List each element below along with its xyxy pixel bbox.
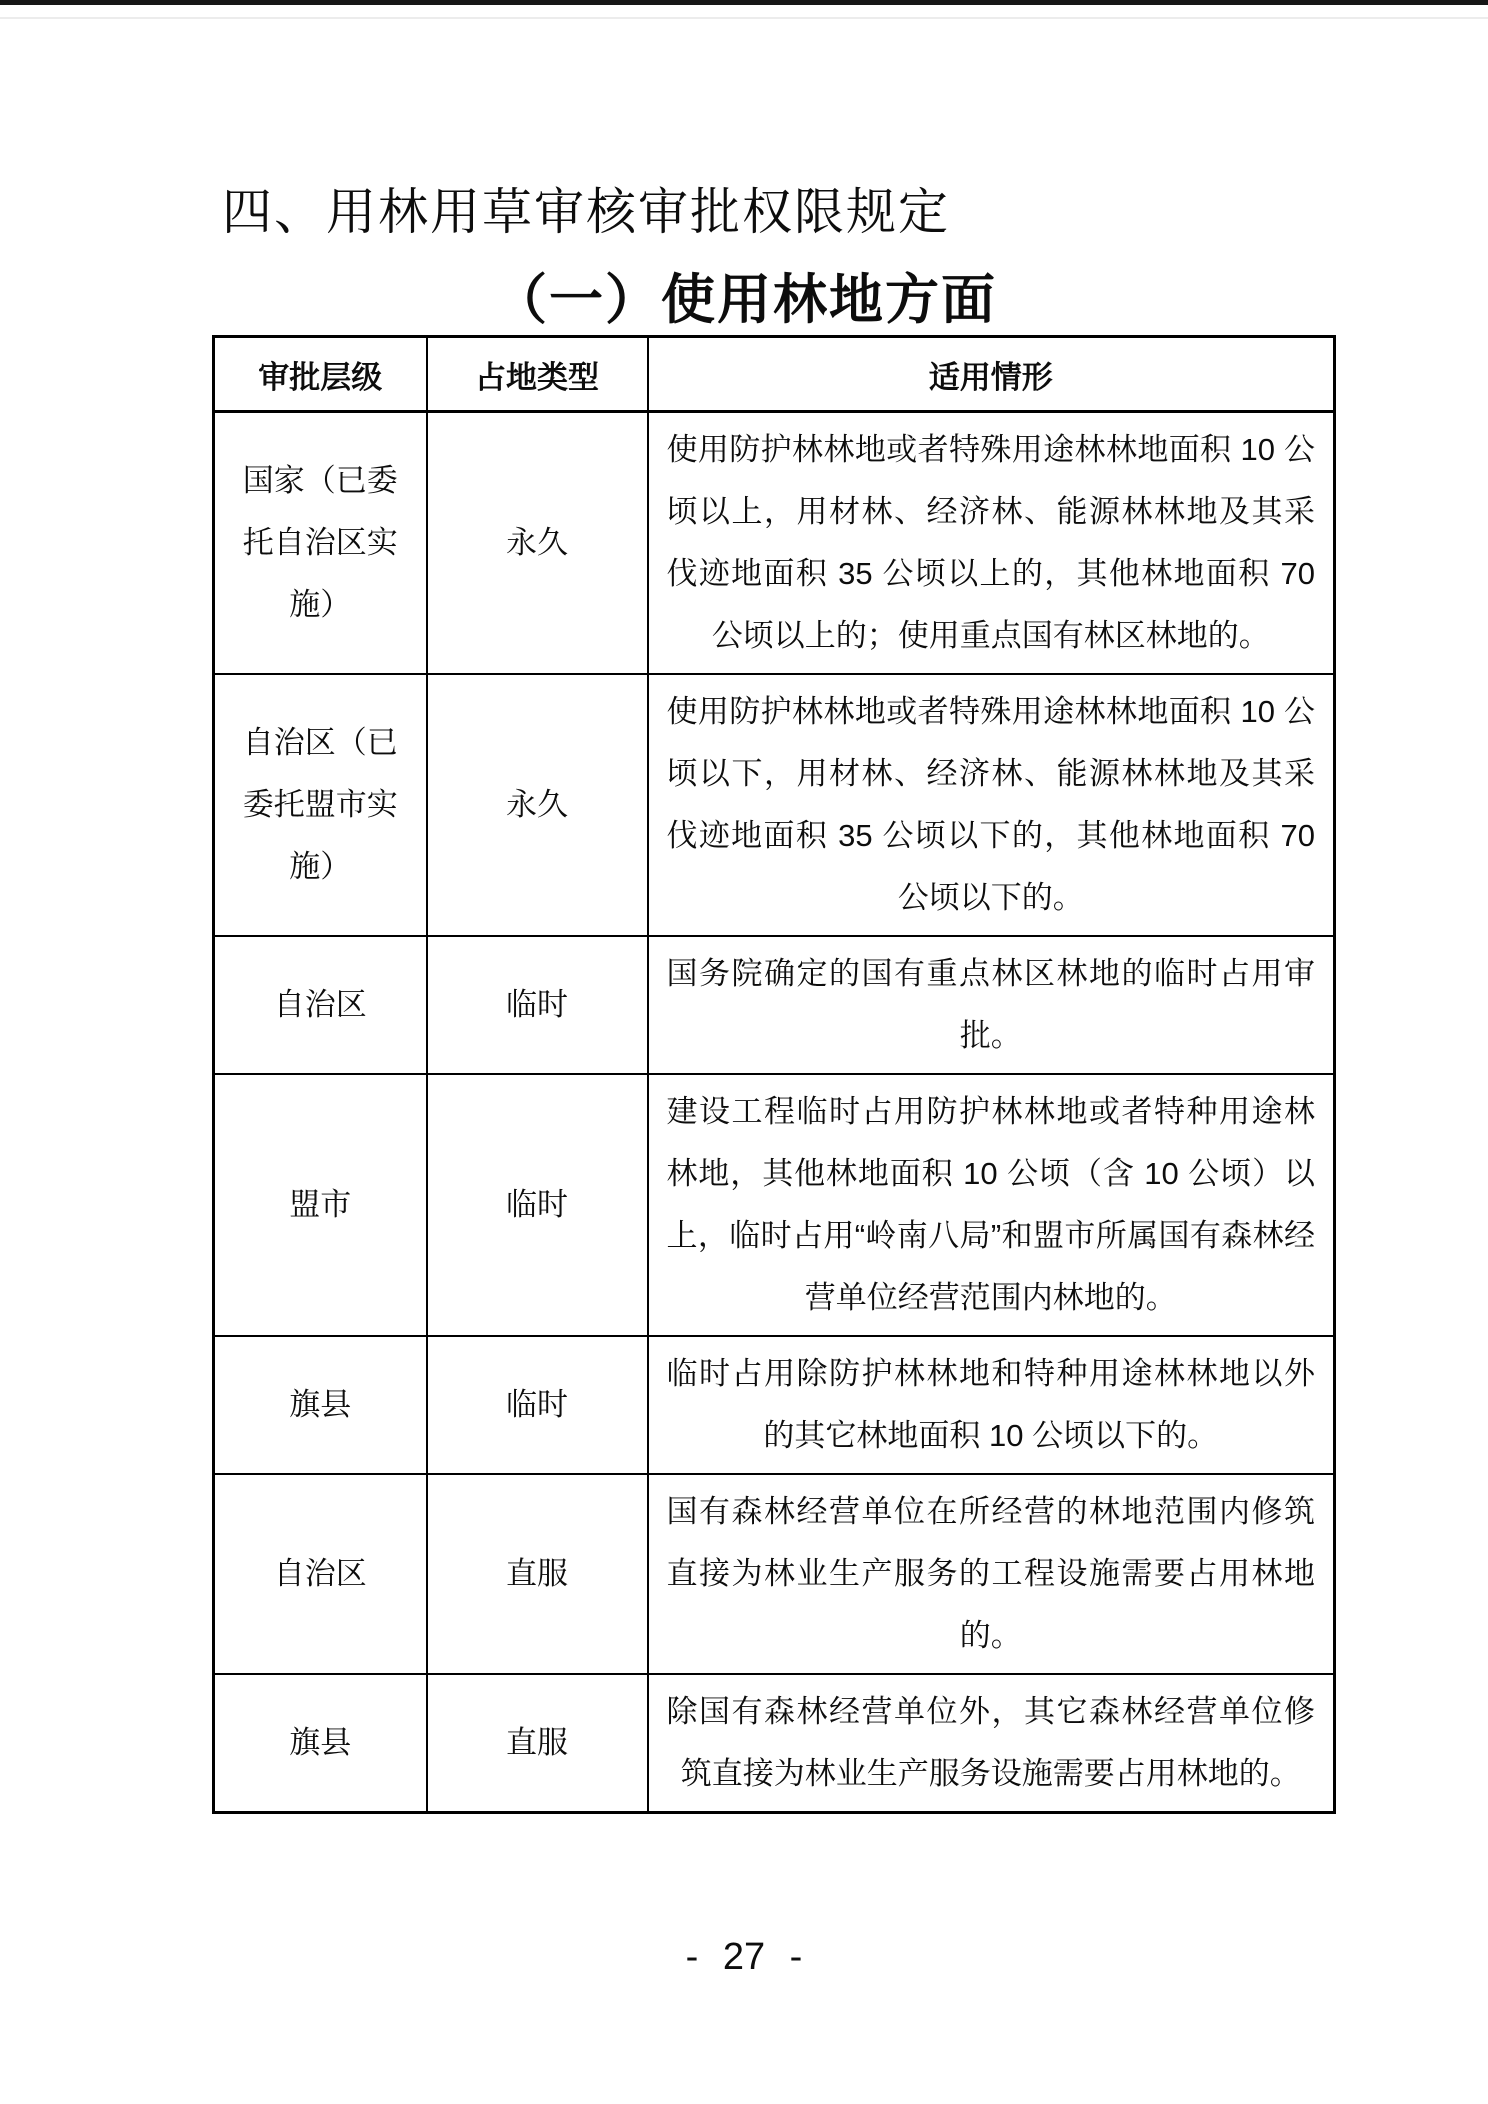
occupation-type-cell: 永久 (427, 674, 648, 936)
applicable-situation-cell: 使用防护林林地或者特殊用途林林地面积 10 公顷以上，用材林、经济林、能源林林地及其采伐迹地面积 35 公顷以上的，其他林地面积 70 公顷以上的；使用重点国有林区林地的。 (648, 412, 1335, 675)
occupation-type-cell: 临时 (427, 1336, 648, 1474)
table-row (214, 1074, 1335, 1336)
approval-level-cell: 国家（已委托自治区实施） (214, 412, 427, 675)
table-row (214, 1674, 1335, 1813)
approval-level-cell: 旗县 (214, 1336, 427, 1474)
header-applicable-situation: 适用情形 (648, 337, 1335, 412)
approval-authority-table (212, 335, 1336, 1814)
table-row (214, 936, 1335, 1074)
page-top-edge-bar (0, 0, 1488, 5)
table-row (214, 412, 1335, 675)
approval-level-cell: 盟市 (214, 1074, 427, 1336)
applicable-situation-cell: 除国有森林经营单位外，其它森林经营单位修筑直接为林业生产服务设施需要占用林地的。 (648, 1674, 1335, 1813)
occupation-type-cell: 临时 (427, 1074, 648, 1336)
section-subtitle: （一）使用林地方面 (493, 270, 997, 330)
section-title: 四、用林用草审核审批权限规定 (222, 184, 950, 240)
occupation-type-cell: 临时 (427, 936, 648, 1074)
approval-level-cell: 旗县 (214, 1674, 427, 1813)
table-header-row (214, 337, 1335, 412)
table-row (214, 1336, 1335, 1474)
applicable-situation-cell: 临时占用除防护林林地和特种用途林林地以外的其它林地面积 10 公顷以下的。 (648, 1336, 1335, 1474)
applicable-situation-cell: 国务院确定的国有重点林区林地的临时占用审批。 (648, 936, 1335, 1074)
page-top-divider-line (0, 17, 1488, 19)
applicable-situation-cell: 国有森林经营单位在所经营的林地范围内修筑直接为林业生产服务的工程设施需要占用林地的。 (648, 1474, 1335, 1674)
occupation-type-cell: 直服 (427, 1674, 648, 1813)
table-row (214, 1474, 1335, 1674)
occupation-type-cell: 直服 (427, 1474, 648, 1674)
approval-level-cell: 自治区 (214, 936, 427, 1074)
approval-level-cell: 自治区 (214, 1474, 427, 1674)
approval-level-cell: 自治区（已委托盟市实施） (214, 674, 427, 936)
occupation-type-cell: 永久 (427, 412, 648, 675)
header-occupation-type: 占地类型 (427, 337, 648, 412)
applicable-situation-cell: 使用防护林林地或者特殊用途林林地面积 10 公顷以下，用材林、经济林、能源林林地及其采伐迹地面积 35 公顷以下的，其他林地面积 70 公顷以下的。 (648, 674, 1335, 936)
header-approval-level: 审批层级 (214, 337, 427, 412)
page-number: - 27 - (685, 1936, 803, 1978)
applicable-situation-cell: 建设工程临时占用防护林林地或者特种用途林林地，其他林地面积 10 公顷（含 10 公顷）以上，临时占用“岭南八局”和盟市所属国有森林经营单位经营范围内林地的。 (648, 1074, 1335, 1336)
table-row (214, 674, 1335, 936)
